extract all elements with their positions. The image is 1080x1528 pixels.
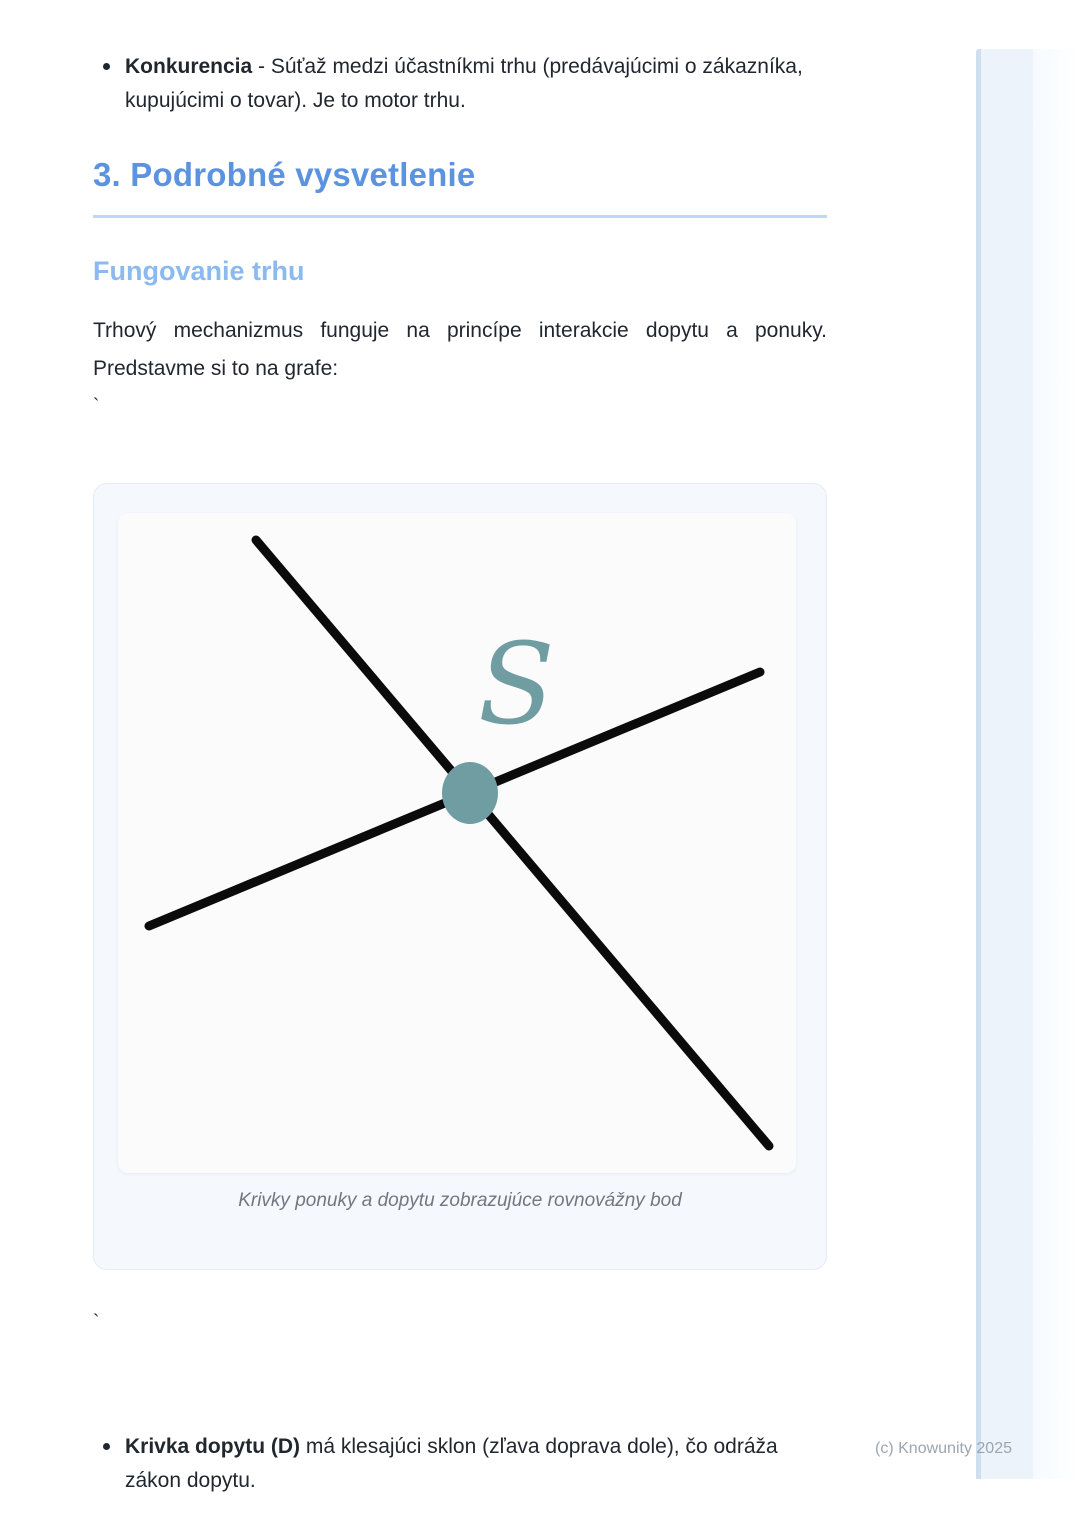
page-accent-bar [976, 49, 1033, 1479]
bullet-marker [103, 1443, 110, 1450]
bullet-marker [103, 63, 110, 70]
supply-label: S [478, 620, 555, 750]
term-definition: - Súťaž medzi účastníkmi trhu (predávajúcimi o zákazníka, kupujúcimi o tovar). Je to motor trhu. [125, 55, 803, 112]
footer-credit: (c) Knowunity 2025 [875, 1440, 1012, 1457]
stray-backtick: ` [93, 396, 100, 417]
equilibrium-dot [442, 762, 498, 824]
list-item-krivka-dopytu [93, 1430, 827, 1498]
term-definition: má klesajúci sklon (zľava doprava dole), čo odráža zákon dopytu. [125, 1435, 778, 1492]
term-bold: Krivka dopytu (D) [125, 1435, 301, 1458]
section-heading: 3. Podrobné vysvetlenie [93, 156, 476, 193]
list-item-konkurencia [93, 50, 827, 118]
term-bold: Konkurencia [125, 55, 253, 78]
supply-demand-diagram [118, 513, 796, 1173]
page-accent-fade [1033, 49, 1080, 1479]
figure-card [93, 483, 827, 1270]
figure-image [118, 513, 796, 1173]
body-paragraph: Trhový mechanizmus funguje na princípe interakcie dopytu a ponuky. Predstavme si to na grafe: [93, 319, 827, 380]
figure-caption: Krivky ponuky a dopytu zobrazujúce rovnovážny bod [238, 1190, 682, 1211]
section-rule [93, 215, 827, 218]
stray-backtick: ` [93, 1312, 100, 1333]
subsection-heading: Fungovanie trhu [93, 256, 305, 286]
